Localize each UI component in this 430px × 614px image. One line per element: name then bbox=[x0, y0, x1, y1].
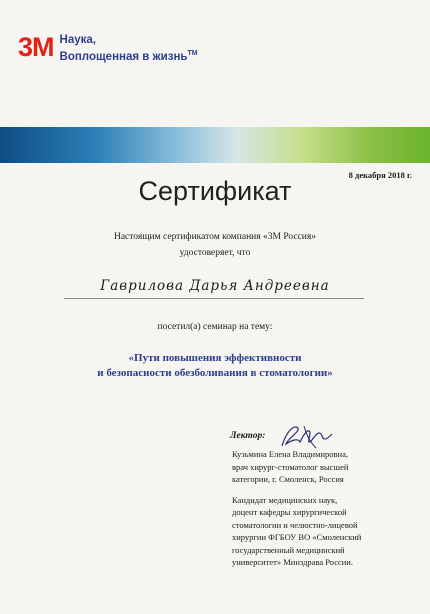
tagline-line-2 bbox=[60, 47, 198, 64]
tagline-line-1: Наука, bbox=[59, 34, 96, 46]
lector-name: Кузьмина Елена Владимировна, bbox=[232, 449, 348, 459]
recipient-underline bbox=[64, 298, 364, 299]
tagline-text-2: Воплощенная в жизнь bbox=[59, 50, 188, 63]
lector-credential-4: хирургии ФГБОУ ВО «Смоленский bbox=[232, 532, 362, 542]
seminar-topic bbox=[0, 351, 430, 381]
topic-line-1: «Пути повышения эффективности bbox=[128, 352, 302, 364]
brand-tagline bbox=[60, 34, 198, 64]
lector-location: категории, г. Смоленск, Россия bbox=[232, 474, 344, 484]
attended-statement: посетил(а) семинар на тему: bbox=[157, 322, 273, 332]
lector-credentials-block bbox=[232, 494, 422, 569]
certification-statement-2: удостоверяет, что bbox=[179, 248, 251, 258]
lector-credential-3: стоматологии и челюстно-лицевой bbox=[232, 519, 358, 530]
lector-details bbox=[232, 448, 422, 577]
brand-logo bbox=[18, 34, 198, 64]
lector-credential-1: Кандидат медицинских наук, bbox=[232, 494, 338, 505]
certificate-date: 8 декабря 2018 г. bbox=[348, 170, 412, 180]
decorative-color-band bbox=[0, 127, 430, 163]
topic-line-2: и безопасности обезболивания в стоматологии» bbox=[97, 367, 333, 379]
certificate-title: Сертификат bbox=[138, 176, 292, 206]
logo-mark: 3M bbox=[18, 32, 54, 62]
lector-credential-5: государственный медицинский bbox=[232, 544, 345, 555]
lector-credential-6: университет» Минздрава России. bbox=[232, 557, 353, 567]
certification-statement: Настоящим сертификатом компания «3M Россия» bbox=[113, 232, 317, 242]
lector-position: врач хирург-стоматолог высшей bbox=[232, 461, 349, 472]
lector-name-block bbox=[232, 448, 422, 486]
lector-label: Лектор: bbox=[230, 431, 266, 441]
trademark-mark: TM bbox=[187, 50, 198, 57]
recipient-name: Гаврилова Дарья Андреевна bbox=[100, 278, 330, 294]
lector-credential-2: доцент кафедры хирургической bbox=[232, 507, 347, 517]
